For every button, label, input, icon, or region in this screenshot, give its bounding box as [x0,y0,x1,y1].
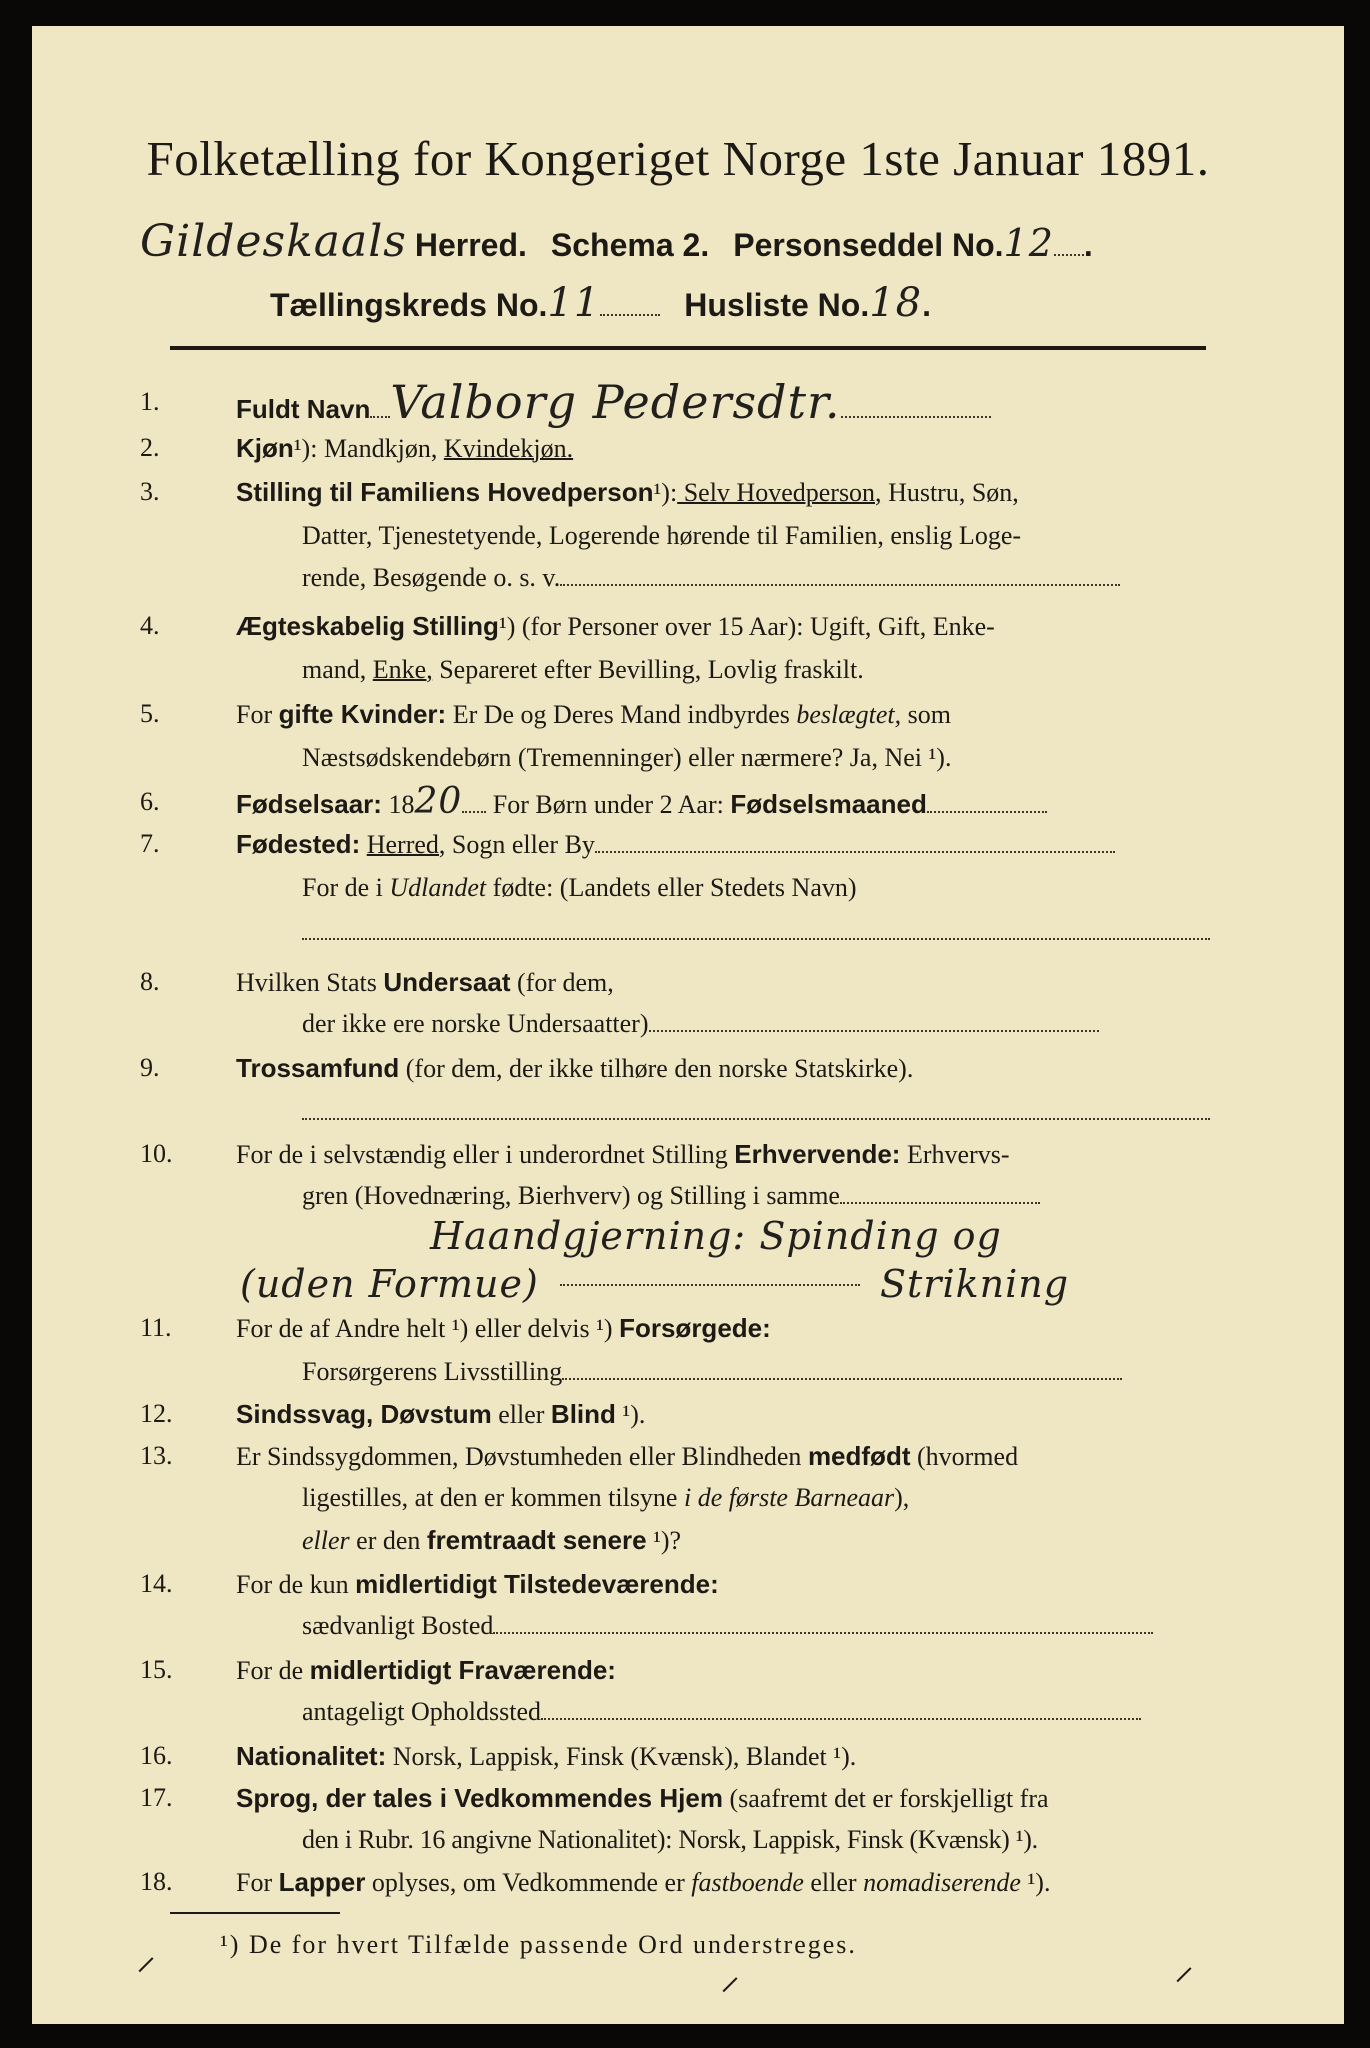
form-title: Folketælling for Kongeriget Norge 1ste Januar 1891. [146,131,1210,186]
item-label: Lapper [278,1867,366,1897]
occupation-answer-handwritten: Haandgjerning: Spinding og [430,1214,1002,1258]
item-text-italic: eller [302,1526,350,1555]
item-label: Trossamfund [236,1053,400,1083]
item-number: 4. [140,611,160,640]
item-label: gifte Kvinder: [278,699,447,729]
personseddel-number: 12 [1003,221,1054,265]
dotted-leader [560,564,1120,586]
dotted-leader [595,831,1115,853]
item-text: eller [491,1400,551,1429]
dotted-leader [560,1264,860,1286]
dotted-leader [1054,234,1084,256]
item-text: Er De og Deres Mand indbyrdes [446,700,797,729]
item-text: For de af Andre helt ¹) eller delvis ¹) [236,1314,620,1343]
dotted-leader [370,396,390,418]
dotted-leader [840,1182,1040,1204]
item-text: ¹). [615,1400,646,1429]
schema-label: Schema 2. [550,227,710,263]
item-text-italic: nomadiserende [863,1868,1021,1897]
item-text: Sogn eller By [445,830,595,859]
dotted-leader [541,1698,1141,1720]
item-text-italic: Udlandet [389,873,487,902]
husliste-number: 18 [869,280,923,326]
item-text: 18 [381,790,415,819]
item-text: Hvilken Stats [236,968,384,997]
item-text-italic: fastboende [691,1868,804,1897]
dotted-leader [493,1612,1153,1634]
item-text: der ikke ere norske Undersaatter) [302,1009,649,1038]
item-label: Forsørgede: [619,1313,771,1343]
taellingskreds-label: Tællingskreds No. [270,287,548,323]
item-label: Sprog, der tales i Vedkommendes Hjem [236,1783,723,1813]
dotted-leader [302,918,1210,940]
item-text: gren (Hovednæring, Bierhverv) og Stilling i samme [302,1181,840,1210]
item-text: ¹)? [646,1526,682,1555]
item-text: (hvormed [910,1442,1019,1471]
herred-label: Herred. [414,227,527,263]
item-text: Datter, Tjenestetyende, Logerende hørende til Familien, enslig Loge- [302,521,1022,550]
item-text: Forsørgerens Livsstilling [302,1357,563,1386]
item-number: 9. [140,1053,160,1082]
item-text: den i Rubr. 16 angivne Nationalitet): Norsk, Lappisk, Finsk (Kvænsk) ¹). [302,1825,1038,1854]
item-number: 6. [140,787,160,816]
item-text-italic: i de første Barneaar [683,1483,895,1512]
item-text: (for dem, der ikke tilhøre den norske Statskirke). [399,1054,914,1083]
item-label: Stilling til Familiens Hovedperson [236,477,654,507]
item-number: 18. [140,1867,173,1896]
birth-year-answer: 20 [414,781,463,822]
herred-name-handwritten: Gildeskaals [140,216,407,267]
dotted-leader [562,1358,1122,1380]
item-text: ¹): [653,478,678,507]
selected-option-selv-hovedperson: Selv Hovedperson, [677,478,882,507]
item-text: ), [894,1483,910,1512]
form-content [136,26,1216,2024]
item-text: Norsk, Lappisk, Finsk (Kvænsk), Blandet ¹). [386,1742,857,1771]
item-number: 12. [140,1399,173,1428]
occupation-answer-handwritten: Strikning [880,1262,1070,1306]
item-number: 5. [140,699,160,728]
item-text: sædvanligt Bosted [302,1611,494,1640]
item-number: 13. [140,1441,173,1470]
item-text: antageligt Opholdssted [302,1697,542,1726]
item-number: 8. [140,967,160,996]
item-label: medfødt [807,1441,911,1471]
item-number: 7. [140,829,160,858]
personseddel-label: Personseddel No. [733,227,1004,263]
item-label: Erhvervende: [734,1139,901,1169]
check-mark-icon: ⸝ [1174,1943,1194,1988]
item-text: Erhvervs- [900,1140,1010,1169]
item-number: 16. [140,1741,173,1770]
dotted-leader [927,791,1047,813]
item-text-italic: beslægtet, [796,700,902,729]
item-label: Blind [550,1399,616,1429]
item-text: For de i selvstændig eller i underordnet Stilling [236,1140,735,1169]
footnote: ¹) De for hvert Tilfælde passende Ord understreges. [220,1930,857,1959]
item-label: midlertidigt Fraværende: [309,1655,616,1685]
item-text: mand, [302,655,373,684]
item-text: er den [349,1526,427,1555]
item-label: fremtraadt senere [426,1525,647,1555]
item-text: (for dem, [510,968,614,997]
item-label: Fødested: [236,829,361,859]
item-label: Nationalitet: [236,1741,387,1771]
husliste-label: Husliste No. [684,287,870,323]
item-number: 17. [140,1783,173,1812]
item-number: 2. [140,433,160,462]
check-mark-icon: ⸝ [136,1933,156,1978]
full-name-answer: Valborg Pedersdtr. [390,375,841,429]
footnote-rule [170,1912,340,1914]
check-mark-icon: ⸝ [720,1953,740,1998]
dotted-leader [302,1098,1210,1120]
item-text: eller [803,1868,864,1897]
item-label: Fuldt Navn [236,394,371,424]
item-label: Undersaat [383,967,511,997]
selected-option-enke: Enke, [372,655,433,684]
item-text: ¹) (for Personer over 15 Aar): Ugift, Gift, Enke- [498,612,995,641]
item-text: rende, Besøgende o. s. v. [302,563,561,592]
item-text: For de [236,1656,310,1685]
item-text: For de kun [236,1570,356,1599]
item-text: ¹): Mandkjøn, [293,434,444,463]
item-text: Separeret efter Bevilling, Lovlig fraskilt. [432,655,864,684]
item-text: For Børn under 2 Aar: [486,790,731,819]
item-text: Hustru, Søn, [881,478,1019,507]
item-text: Næstsødskendebørn (Tremenninger) eller nærmere? Ja, Nei ¹). [302,743,952,772]
item-number: 14. [140,1569,173,1598]
item-text: fødte: (Landets eller Stedets Navn) [486,873,857,902]
item-label: Fødselsaar: [236,789,382,819]
item-label: Kjøn [236,433,294,463]
occupation-answer-handwritten: (uden Formue) [240,1262,539,1306]
item-text: For de i [302,873,390,902]
dotted-leader [649,1010,1099,1032]
dotted-leader [600,294,660,316]
item-label: midlertidigt Tilstedeværende: [355,1569,719,1599]
item-label: Fødselsmaaned [730,789,927,819]
dotted-leader [462,791,486,813]
item-number: 3. [140,477,160,506]
header-rule [170,346,1206,350]
item-text: For [236,1868,279,1897]
header-line-herred: Gildeskaals Herred. Schema 2. Personseddel No.12 . [140,216,1093,267]
header-line-taellingskreds: Tællingskreds No.11 Husliste No.18. [270,280,932,326]
item-number: 11. [140,1313,172,1342]
item-text: ¹). [1020,1868,1051,1897]
item-label: Sindssvag, Døvstum [236,1399,492,1429]
item-text: For [236,700,279,729]
selected-option-herred: Herred, [366,830,446,859]
item-text: (saafremt det er forskjelligt fra [722,1784,1049,1813]
item-number: 15. [140,1655,173,1684]
item-label: Ægteskabelig Stilling [236,611,499,641]
item-text: Er Sindssygdommen, Døvstumheden eller Blindheden [236,1442,808,1471]
taellingskreds-number: 11 [547,280,601,326]
item-text: som [901,700,951,729]
item-text: oplyses, om Vedkommende er [365,1868,692,1897]
census-form-sheet [32,26,1344,2024]
item-number: 1. [140,387,160,416]
item-number: 10. [140,1139,173,1168]
dotted-leader [841,396,991,418]
item-text: ligestilles, at den er kommen tilsyne [302,1483,684,1512]
selected-option-kvindekjon: Kvindekjøn. [443,434,574,463]
